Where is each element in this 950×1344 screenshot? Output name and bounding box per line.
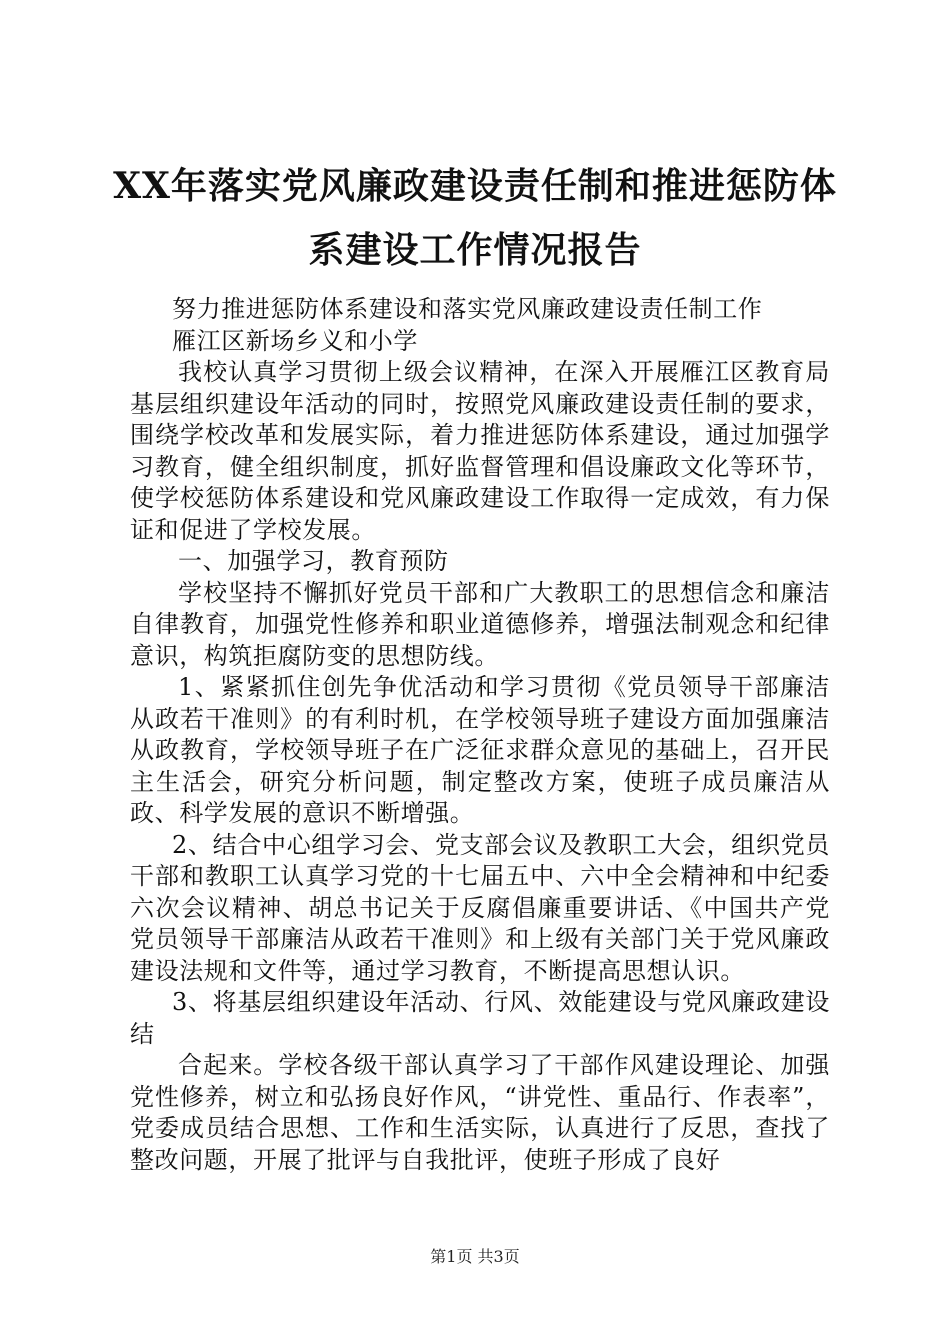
school-name-paragraph: 雁江区新场乡义和小学 — [172, 326, 418, 355]
section-paragraph: 学校坚持不懈抓好党员干部和广大教职工的思想信念和廉洁自律教育，加强党性修养和职业道德修养，增强法制观念和纪律意识，构筑拒腐防变的思想防线。 — [130, 578, 830, 670]
document-body — [130, 294, 830, 1176]
document-title-line-1: XX年落实党风廉政建设责任制和推进惩防体 — [113, 165, 837, 207]
item-1-paragraph: 1、紧紧抓住创先争优活动和学习贯彻《党员领导干部廉洁从政若干准则》的有利时机，在学校领导班子建设方面加强廉洁从政教育，学校领导班子在广泛征求群众意见的基础上，召开民主生活会，研究分析问题，制定整改方案，使班子成员廉洁从政、科学发展的意识不断增强。 — [130, 673, 830, 827]
item-3-continued-paragraph: 合起来。学校各级干部认真学习了干部作风建设理论、加强党性修养，树立和弘扬良好作风，“讲党性、重品行、作表率”，党委成员结合思想、工作和生活实际，认真进行了反思，查找了整改问题，开展了批评与自我批评，使班子形成了良好 — [130, 1051, 830, 1174]
item-2-paragraph: 2、结合中心组学习会、党支部会议及教职工大会，组织党员干部和教职工认真学习党的十七届五中、六中全会精神和中纪委六次会议精神、胡总书记关于反腐倡廉重要讲话、《中国共产党党员领导干部廉洁从政若干准则》和上级有关部门关于党风廉政建设法规和文件等，通过学习教育，不断提高思想认识。 — [130, 830, 830, 985]
intro-paragraph: 我校认真学习贯彻上级会议精神，在深入开展雁江区教育局基层组织建设年活动的同时，按照党风廉政建设责任制的要求，围绕学校改革和发展实际，着力推进惩防体系建设，通过加强学习教育，健全组织制度，抓好监督管理和倡设廉政文化等环节，使学校惩防体系建设和党风廉政建设工作取得一定成效，有力保证和促进了学校发展。 — [130, 358, 830, 544]
document-title-line-2: 系建设工作情况报告 — [308, 229, 642, 271]
item-3-paragraph: 3、将基层组织建设年活动、行风、效能建设与党风廉政建设结 — [130, 988, 830, 1048]
section-heading: 一、加强学习，教育预防 — [178, 547, 449, 575]
subtitle-paragraph: 努力推进惩防体系建设和落实党风廉政建设责任制工作 — [172, 295, 763, 323]
page-number-footer: 第1页 共3页 — [430, 1247, 520, 1266]
